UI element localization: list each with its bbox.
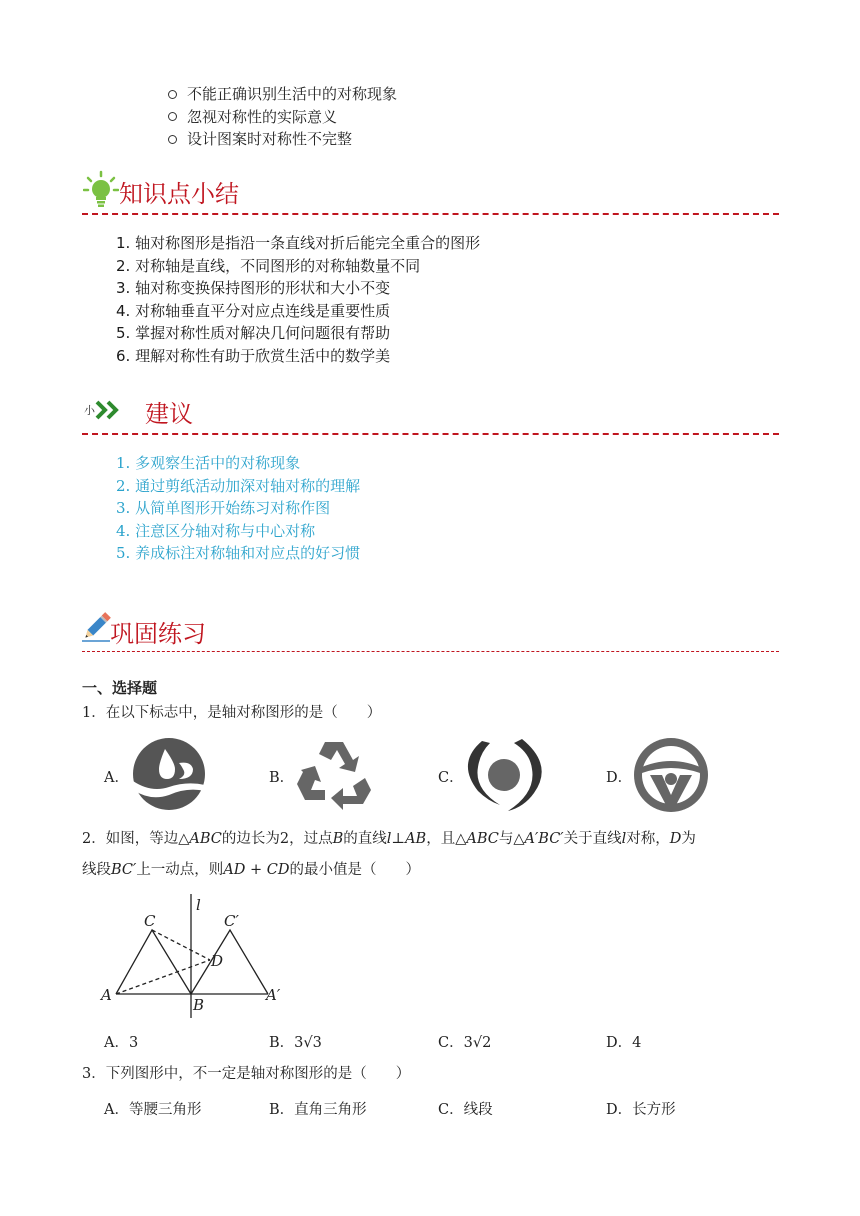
advice-list [116, 452, 360, 565]
list-item: 6. 理解对称性有助于欣赏生活中的数学美 [116, 346, 391, 365]
mistakes-list [168, 83, 397, 151]
q2-option-d: D．4 [606, 1035, 642, 1051]
label-c: C [144, 912, 156, 930]
q3-option-d: D．长方形 [606, 1102, 676, 1118]
practice-title: 巩固练习 [110, 620, 206, 648]
question-1: 1．在以下标志中，是轴对称图形的是（ ） [82, 705, 382, 721]
list-item: 1. 轴对称图形是指沿一条直线对折后能完全重合的图形 [116, 234, 481, 252]
list-item: 2. 通过剪纸活动加深对轴对称的理解 [116, 476, 361, 495]
advice-prefix: 小 [84, 404, 95, 417]
option-a-label: A． [104, 770, 129, 786]
section-heading: 一、选择题 [82, 679, 158, 697]
list-item: 4. 注意区分轴对称与中心对称 [116, 521, 316, 540]
list-item: 5. 掌握对称性质对解决几何问题很有帮助 [116, 324, 391, 342]
pencil-icon [80, 611, 112, 643]
triangle-abc [116, 930, 191, 994]
circle-bullet-icon [168, 135, 177, 144]
q3-option-b: B．直角三角形 [269, 1102, 367, 1118]
q2-option-b: B．3√3 [269, 1035, 322, 1051]
lightbulb-icon [83, 170, 119, 208]
q3-option-a: A．等腰三角形 [104, 1102, 202, 1118]
list-item: 不能正确识别生活中的对称现象 [168, 83, 397, 106]
option-b-label: B． [269, 770, 295, 786]
list-item: 2. 对称轴是直线，不同图形的对称轴数量不同 [116, 256, 421, 275]
question-2-line-1: 2．如图，等边△ABC的边长为2，过点B的直线l⊥AB，且△ABC与△A′BC′关于直线l对称，D为 [82, 831, 696, 847]
q2-option-a: A．3 [104, 1035, 139, 1051]
summary-list [116, 232, 480, 367]
label-a-prime: A′ [266, 986, 281, 1004]
circle-orbit-logo-icon [464, 737, 548, 813]
practice-divider [82, 651, 779, 652]
circle-bullet-icon [168, 90, 177, 99]
label-a: A [101, 986, 112, 1004]
circle-bullet-icon [168, 112, 177, 121]
label-l: l [196, 896, 201, 914]
list-item: 忽视对称性的实际意义 [168, 106, 397, 129]
advice-title: 建议 [145, 400, 193, 428]
list-item: 设计图案时对称性不完整 [168, 128, 397, 151]
advice-divider [82, 433, 779, 435]
water-logo-icon [131, 737, 207, 811]
segment-ad [116, 960, 210, 994]
summary-title: 知识点小结 [119, 180, 239, 208]
option-c-label: C． [438, 770, 464, 786]
v-wheel-logo-icon [632, 737, 710, 813]
q2-option-c: C．3√2 [438, 1035, 492, 1051]
q3-option-c: C．线段 [438, 1102, 493, 1118]
list-item: 4. 对称轴垂直平分对应点连线是重要性质 [116, 301, 391, 320]
geometry-figure [98, 890, 298, 1020]
recycle-logo-icon [295, 738, 373, 810]
label-b: B [193, 996, 205, 1014]
label-c-prime: C′ [224, 912, 239, 930]
triangle-abc-prime [191, 930, 268, 994]
question-2-line-2: 线段BC′上一动点，则AD + CD的最小值是（ ） [82, 862, 420, 878]
list-item: 3. 轴对称变换保持图形的形状和大小不变 [116, 279, 391, 297]
question-3: 3．下列图形中，不一定是轴对称图形的是（ ） [82, 1066, 411, 1082]
list-item: 3. 从简单图形开始练习对称作图 [116, 499, 331, 517]
list-item: 5. 养成标注对称轴和对应点的好习惯 [116, 544, 361, 562]
option-d-label: D． [606, 770, 633, 786]
summary-divider [82, 213, 779, 215]
list-item: 1. 多观察生活中的对称现象 [116, 454, 301, 472]
label-d: D [211, 952, 224, 970]
double-chevron-icon [95, 400, 121, 420]
